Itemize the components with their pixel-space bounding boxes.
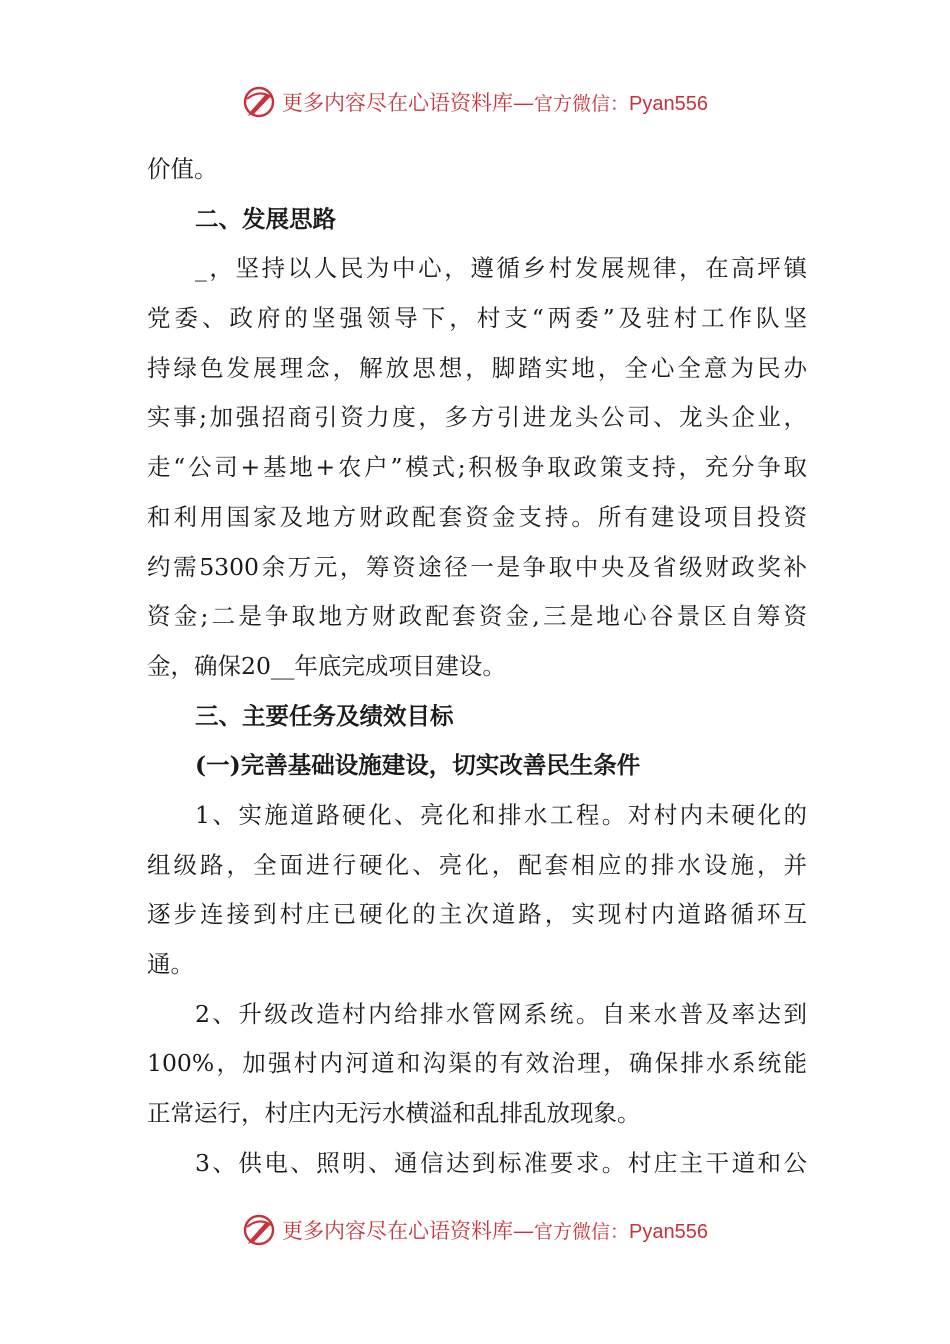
- paragraph-line: 金，确保20__年底完成项目建设。: [147, 651, 506, 680]
- paragraph-line: 3、供电、照明、通信达到标准要求。村庄主干道和公: [195, 1148, 807, 1177]
- pen-logo-icon: [242, 85, 276, 119]
- subsection-heading: (一)完善基础设施建设，切实改善民生条件: [195, 751, 641, 780]
- paragraph-line: 价值。: [147, 155, 218, 183]
- paragraph-line: 逐步连接到村庄已硬化的主次道路，实现村内道路循环互: [147, 900, 807, 929]
- paragraph-line: 党委、政府的坚强领导下，村支“两委”及驻村工作队坚: [147, 304, 807, 333]
- paragraph-line: 100%，加强村内河道和沟渠的有效治理，确保排水系统能: [147, 1049, 807, 1078]
- paragraph-line: 正常运行，村庄内无污水横溢和乱排乱放现象。: [147, 1099, 641, 1128]
- paragraph-line: _，坚持以人民为中心，遵循乡村发展规律，在高坪镇: [195, 254, 807, 283]
- header-banner: [0, 82, 950, 122]
- paragraph-line: 实事;加强招商引资力度，多方引进龙头公司、龙头企业，: [147, 403, 807, 432]
- paragraph-line: 和利用国家及地方财政配套资金支持。所有建设项目投资: [147, 502, 807, 531]
- footer-banner: [0, 1210, 950, 1250]
- paragraph-line: 资金;二是争取地方财政配套资金,三是地心谷景区自筹资: [147, 602, 807, 631]
- document-body: [147, 145, 807, 1188]
- paragraph-line: 走“公司+基地+农户”模式;积极争取政策支持，充分争取: [147, 453, 807, 482]
- section-heading: 二、发展思路: [195, 204, 336, 233]
- section-heading: 三、主要任务及绩效目标: [195, 701, 454, 730]
- header-banner-text: 更多内容尽在心语资料库—官方微信：Pyan556: [282, 91, 708, 115]
- footer-banner-text: 更多内容尽在心语资料库—官方微信：Pyan556: [282, 1219, 708, 1243]
- pen-logo-icon: [242, 1213, 276, 1247]
- paragraph-line: 1、实施道路硬化、亮化和排水工程。对村内未硬化的: [195, 800, 807, 829]
- paragraph-line: 持绿色发展理念，解放思想，脚踏实地，全心全意为民办: [147, 353, 807, 382]
- paragraph-line: 约需5300余万元，筹资途径一是争取中央及省级财政奖补: [147, 552, 807, 581]
- paragraph-line: 组级路，全面进行硬化、亮化，配套相应的排水设施，并: [147, 850, 807, 879]
- paragraph-line: 通。: [147, 950, 194, 978]
- paragraph-line: 2、升级改造村内给排水管网系统。自来水普及率达到: [195, 999, 807, 1028]
